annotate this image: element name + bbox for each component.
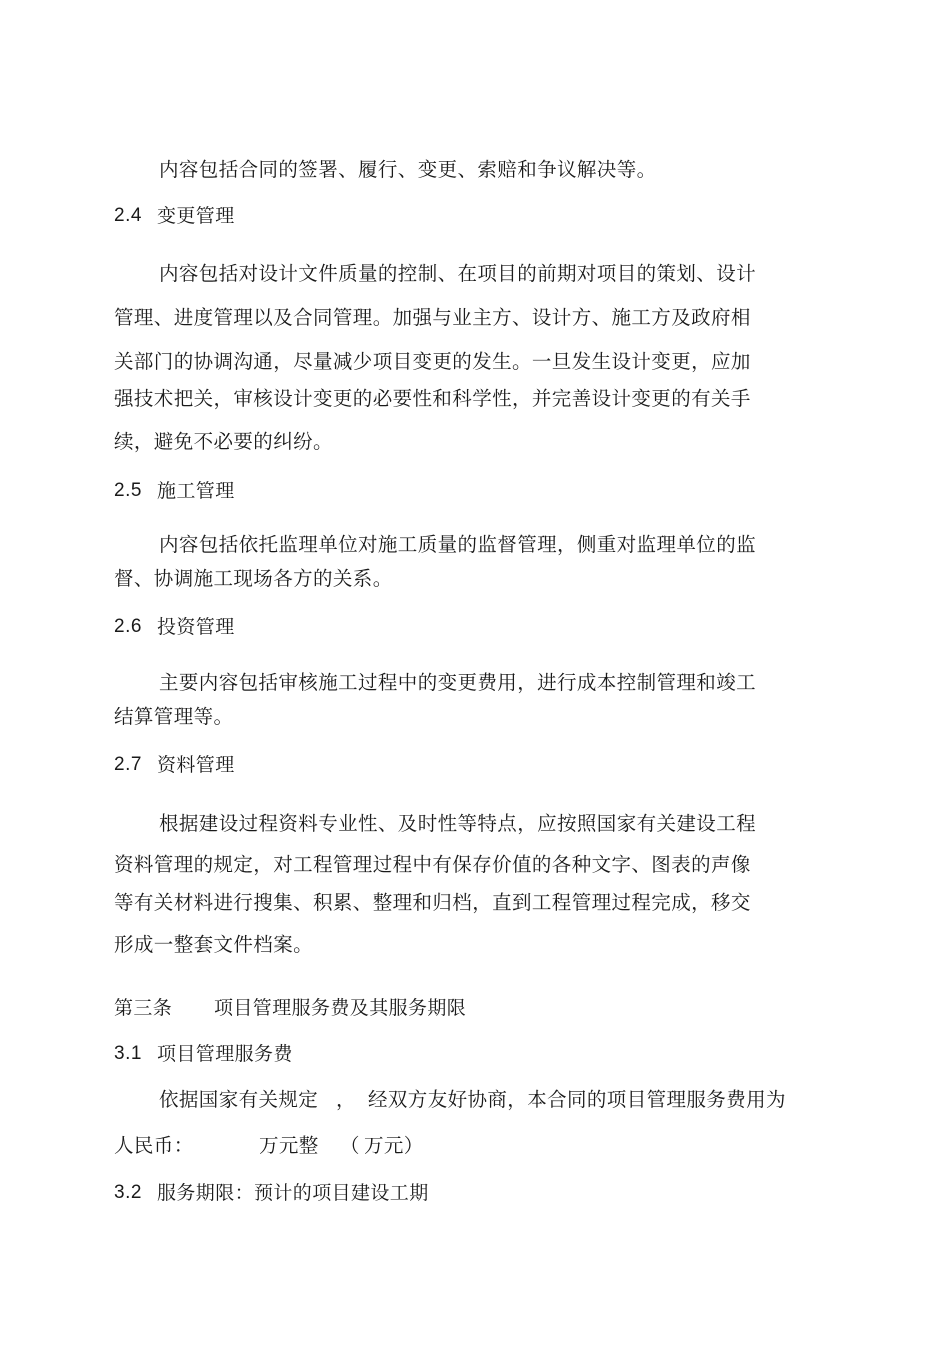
paragraph-line: 内容包括对设计文件质量的控制、在项目的前期对项目的策划、设计 <box>159 262 757 285</box>
paragraph-line: 主要内容包括审核施工过程中的变更费用，进行成本控制管理和竣工 <box>159 671 757 694</box>
paragraph-line: 管理、进度管理以及合同管理。加强与业主方、设计方、施工方及政府相 <box>114 306 751 329</box>
paragraph-line: 等有关材料进行搜集、积累、整理和归档，直到工程管理过程完成，移交 <box>114 891 751 914</box>
fee-text-part: 依据国家有关规定 <box>159 1088 319 1111</box>
paragraph-line: 根据建设过程资料专业性、及时性等特点，应按照国家有关建设工程 <box>159 812 757 835</box>
amount-paren-unit: 万元） <box>364 1134 424 1157</box>
article-title: 项目管理服务费及其服务期限 <box>214 997 467 1019</box>
paren-open: （ <box>340 1134 360 1157</box>
section-number: 2.5 <box>114 480 142 501</box>
section-number: 3.2 <box>114 1182 142 1203</box>
paragraph-line: 关部门的协调沟通，尽量减少项目变更的发生。一旦发生设计变更，应加 <box>114 350 751 373</box>
paragraph-line: 内容包括合同的签署、履行、变更、索赔和争议解决等。 <box>159 158 657 181</box>
section-number: 2.7 <box>114 754 142 775</box>
section-number: 2.6 <box>114 616 142 637</box>
section-title: 变更管理 <box>157 205 235 227</box>
paragraph-line: 续，避免不必要的纠纷。 <box>114 430 333 453</box>
section-number: 3.1 <box>114 1043 142 1064</box>
paragraph-line: 形成一整套文件档案。 <box>114 933 314 956</box>
section-number: 2.4 <box>114 205 142 226</box>
article-label: 第三条 <box>114 997 173 1019</box>
section-title: 服务期限：预计的项目建设工期 <box>157 1182 429 1204</box>
paragraph-line: 结算管理等。 <box>114 705 234 728</box>
section-title: 资料管理 <box>157 754 235 776</box>
fee-text-part: 经双方友好协商，本合同的项目管理服务费用为 <box>368 1088 786 1111</box>
paragraph-line: 内容包括依托监理单位对施工质量的监督管理，侧重对监理单位的监 <box>159 533 757 556</box>
section-title: 投资管理 <box>157 616 235 638</box>
section-title: 施工管理 <box>157 480 235 502</box>
fee-text-comma: ， <box>336 1088 356 1111</box>
paragraph-line: 督、协调施工现场各方的关系。 <box>114 567 393 590</box>
currency-label: 人民币： <box>114 1134 194 1157</box>
paragraph-line: 资料管理的规定，对工程管理过程中有保存价值的各种文字、图表的声像 <box>114 853 751 876</box>
paragraph-line: 强技术把关，审核设计变更的必要性和科学性，并完善设计变更的有关手 <box>114 387 751 410</box>
amount-unit: 万元整 <box>259 1134 319 1157</box>
section-title: 项目管理服务费 <box>157 1043 293 1065</box>
